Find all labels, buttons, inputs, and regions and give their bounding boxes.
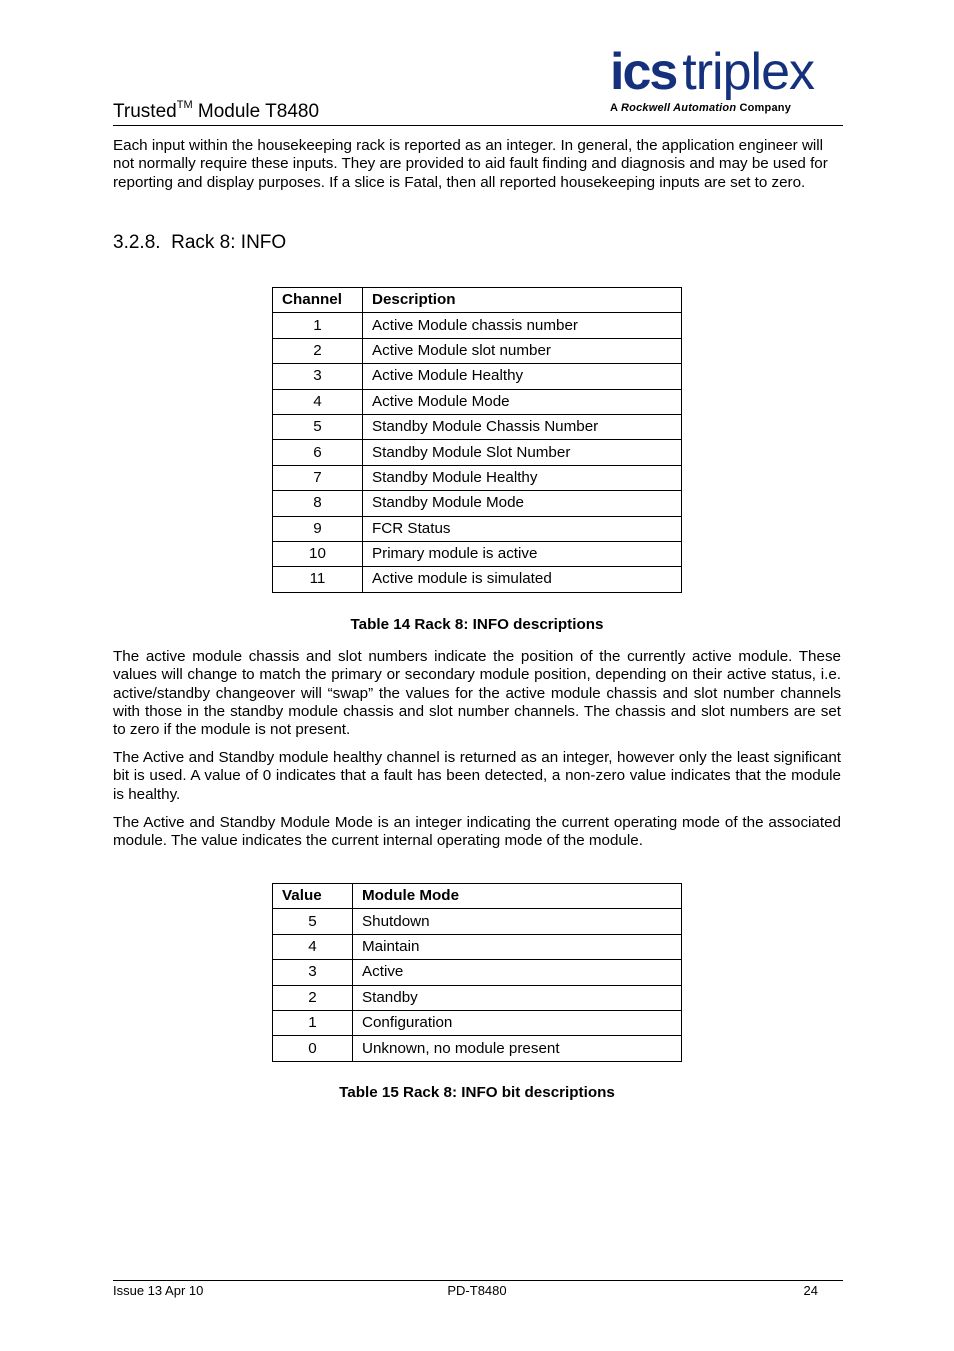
table-row	[273, 1036, 682, 1061]
table-row	[273, 364, 682, 389]
channel-cell: 9	[273, 516, 363, 541]
column-header-module-mode: Module Mode	[353, 884, 682, 909]
logo-wordmark	[610, 44, 844, 100]
channel-cell: 7	[273, 465, 363, 490]
footer-issue: Issue 13 Apr 10	[113, 1283, 204, 1298]
channel-cell: 4	[273, 389, 363, 414]
mode-cell: Active	[353, 960, 682, 985]
description-cell: Standby Module Slot Number	[363, 440, 682, 465]
title-prefix: Trusted	[113, 101, 177, 122]
logo-triplex: triplex	[682, 43, 815, 101]
table-row	[273, 313, 682, 338]
table-14-caption: Table 14 Rack 8: INFO descriptions	[350, 616, 604, 633]
column-header-description: Description	[363, 288, 682, 313]
table-header-row	[273, 288, 682, 313]
value-cell: 4	[273, 934, 353, 959]
description-cell: Standby Module Chassis Number	[363, 414, 682, 439]
value-cell: 5	[273, 909, 353, 934]
section-title: Rack 8: INFO	[171, 232, 287, 253]
table-row	[273, 516, 682, 541]
table-row	[273, 567, 682, 592]
channel-cell: 2	[273, 338, 363, 363]
channel-cell: 6	[273, 440, 363, 465]
table-row	[273, 985, 682, 1010]
logo-tag-rockwell: Rockwell Automation	[621, 102, 737, 114]
channel-cell: 1	[273, 313, 363, 338]
title-suffix: Module T8480	[192, 101, 320, 122]
channel-cell: 11	[273, 567, 363, 592]
value-cell: 0	[273, 1036, 353, 1061]
mode-cell: Configuration	[353, 1010, 682, 1035]
description-cell: Standby Module Healthy	[363, 465, 682, 490]
channel-cell: 10	[273, 541, 363, 566]
value-cell: 1	[273, 1010, 353, 1035]
description-cell: Active Module Healthy	[363, 364, 682, 389]
company-logo	[610, 44, 844, 114]
footer-divider	[113, 1280, 843, 1281]
channel-cell: 5	[273, 414, 363, 439]
table-row	[273, 1010, 682, 1035]
description-cell: Active Module Mode	[363, 389, 682, 414]
description-cell: Active module is simulated	[363, 567, 682, 592]
table-row	[273, 960, 682, 985]
document-title	[113, 100, 319, 124]
trademark-superscript: TM	[176, 98, 193, 111]
description-cell: Active Module chassis number	[363, 313, 682, 338]
table-row	[273, 414, 682, 439]
header-divider	[113, 125, 843, 126]
table-row	[273, 338, 682, 363]
table-row	[273, 389, 682, 414]
logo-tag-company: Company	[736, 102, 792, 114]
table-row	[273, 440, 682, 465]
description-cell: FCR Status	[363, 516, 682, 541]
logo-ics: ics	[610, 43, 677, 101]
table-15	[272, 883, 682, 1062]
description-cell: Primary module is active	[363, 541, 682, 566]
mode-cell: Unknown, no module present	[353, 1036, 682, 1061]
section-number: 3.2.8.	[113, 232, 161, 253]
table-header-row	[273, 884, 682, 909]
table-row	[273, 934, 682, 959]
paragraph-healthy: The Active and Standby module healthy channel is returned as an integer, however only the least significant bit is used. A value of 0 indicates that a fault has been detected, a non-zero value indicates that the module is healthy.	[113, 749, 841, 803]
table-row	[273, 465, 682, 490]
mode-cell: Standby	[353, 985, 682, 1010]
footer-doc-id: PD-T8480	[447, 1283, 507, 1298]
footer-page-number: 24	[803, 1283, 818, 1298]
table-15-caption: Table 15 Rack 8: INFO bit descriptions	[339, 1084, 615, 1101]
intro-paragraph: Each input within the housekeeping rack is reported as an integer. In general, the application engineer will not normally require these inputs. They are provided to aid fault finding and diagnosis and may be used for reporting and display purposes. If a slice is Fatal, then all reported housekeeping inputs are set to zero.	[113, 137, 828, 191]
paragraph-mode: The Active and Standby Module Mode is an integer indicating the current operating mode of the associated module. The value indicates the current internal operating mode of the module.	[113, 814, 841, 850]
mode-cell: Shutdown	[353, 909, 682, 934]
logo-tagline	[610, 102, 844, 114]
table-14	[272, 287, 682, 593]
table-row	[273, 541, 682, 566]
value-cell: 2	[273, 985, 353, 1010]
column-header-value: Value	[273, 884, 353, 909]
description-cell: Standby Module Mode	[363, 491, 682, 516]
table-row	[273, 909, 682, 934]
logo-tag-a: A	[610, 102, 621, 114]
section-heading	[113, 231, 286, 255]
paragraph-chassis-slot: The active module chassis and slot numbers indicate the position of the currently active module. These values will change to match the primary or secondary module position, depending on their active status, i.e. active/standby changeover will “swap” the values for the active module chassis and slot number channels with those in the standby module chassis and slot number channels. The chassis and slot numbers are set to zero if the module is not present.	[113, 648, 841, 739]
table-row	[273, 491, 682, 516]
value-cell: 3	[273, 960, 353, 985]
channel-cell: 3	[273, 364, 363, 389]
channel-cell: 8	[273, 491, 363, 516]
column-header-channel: Channel	[273, 288, 363, 313]
description-cell: Active Module slot number	[363, 338, 682, 363]
mode-cell: Maintain	[353, 934, 682, 959]
